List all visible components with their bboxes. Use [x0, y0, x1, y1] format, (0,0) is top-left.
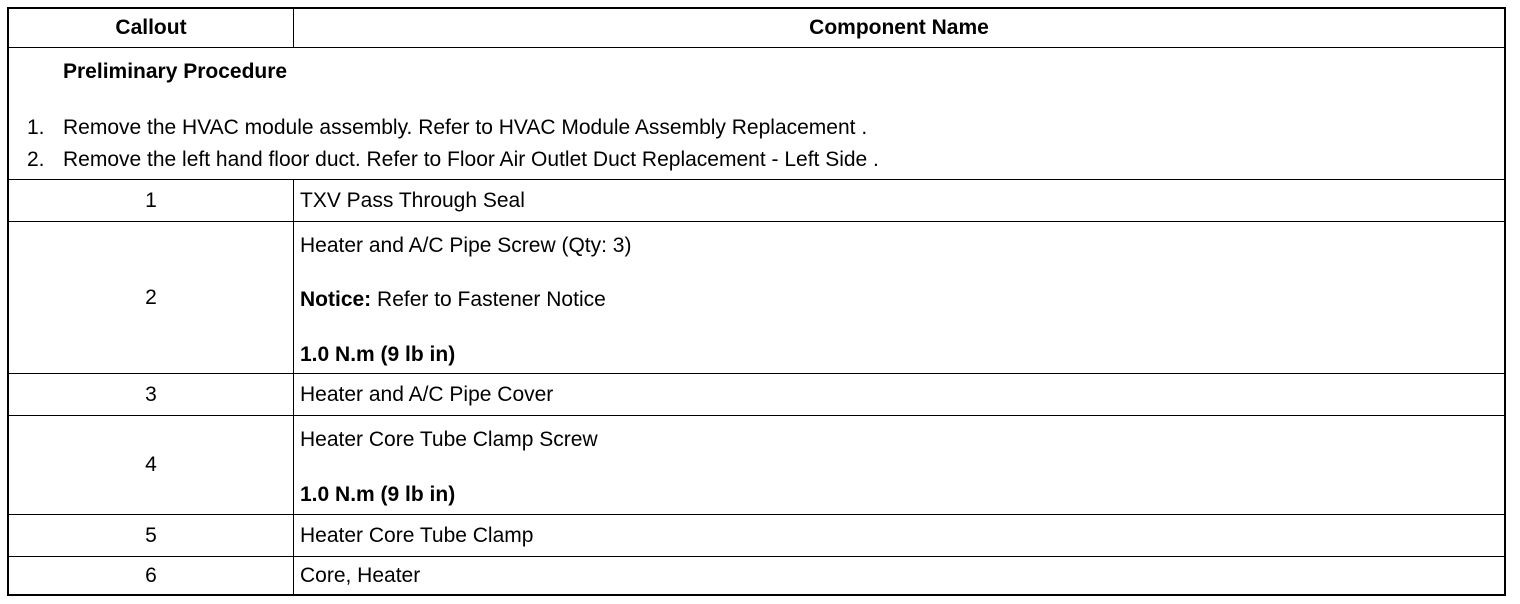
- procedure-step-text: Remove the HVAC module assembly. Refer to HVAC Module Assembly Replacement .: [63, 116, 868, 139]
- callout-number: 3: [9, 374, 294, 415]
- table-row: [9, 515, 1504, 557]
- preliminary-procedure-title: Preliminary Procedure: [63, 60, 288, 83]
- notice-line: [300, 288, 606, 312]
- component-name: Core, Heater: [300, 563, 421, 587]
- component-table: [7, 7, 1506, 596]
- component-name: Heater and A/C Pipe Screw (Qty: 3): [300, 234, 632, 257]
- component-name: TXV Pass Through Seal: [300, 188, 525, 212]
- table-row: [9, 222, 1504, 374]
- callout-number: 4: [9, 416, 294, 514]
- component-details: [294, 222, 1504, 373]
- table-row: [9, 374, 1504, 416]
- callout-number: 5: [9, 515, 294, 556]
- callout-number: 6: [9, 557, 294, 594]
- component-details: [294, 416, 1504, 514]
- torque-spec: 1.0 N.m (9 lb in): [300, 343, 456, 366]
- callout-number: 2: [9, 222, 294, 373]
- callout-column-header: Callout: [9, 9, 294, 47]
- notice-label: Notice:: [300, 288, 372, 311]
- preliminary-procedure-row: [9, 48, 1504, 180]
- component-name: Heater Core Tube Clamp Screw: [300, 428, 598, 451]
- procedure-step-text: Remove the left hand floor duct. Refer to Floor Air Outlet Duct Replacement - Left Side .: [63, 148, 879, 171]
- callout-number: 1: [9, 180, 294, 221]
- component-name-column-header: Component Name: [809, 16, 989, 39]
- component-name: Heater and A/C Pipe Cover: [300, 382, 554, 406]
- table-row: [9, 180, 1504, 222]
- preliminary-procedure: [9, 48, 1504, 179]
- notice-text: Refer to Fastener Notice: [371, 288, 606, 311]
- procedure-step-number: 1.: [27, 116, 45, 139]
- procedure-step-number: 2.: [27, 148, 45, 171]
- component-name: Heater Core Tube Clamp: [300, 523, 534, 547]
- torque-spec: 1.0 N.m (9 lb in): [300, 483, 456, 506]
- table-row: [9, 557, 1504, 594]
- table-row: [9, 416, 1504, 515]
- table-header-row: [9, 9, 1504, 48]
